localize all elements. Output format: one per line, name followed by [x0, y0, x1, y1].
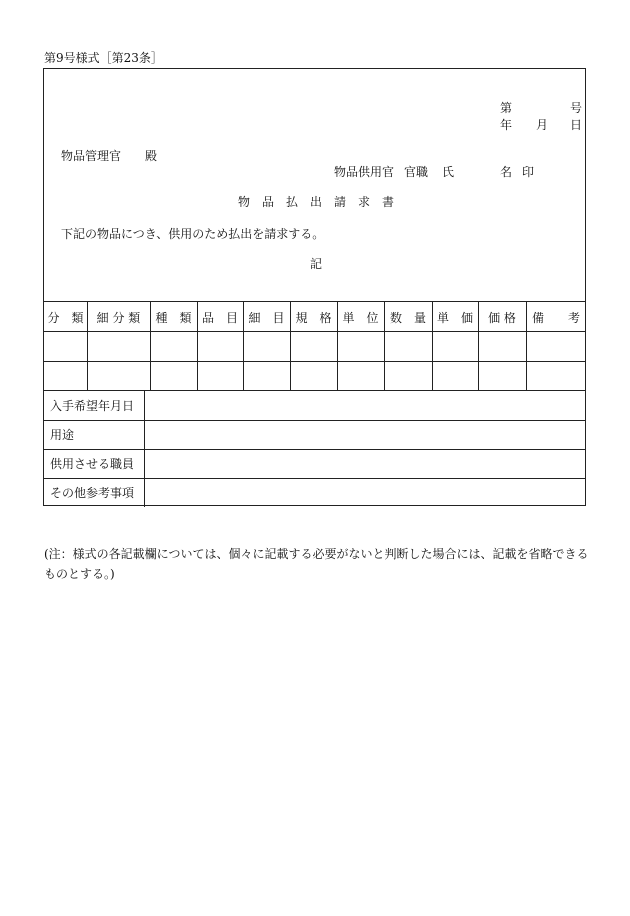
info-row-label: 用途	[50, 428, 75, 442]
column-header: 分 類	[47, 311, 84, 325]
column-header: 細 分 類	[96, 311, 141, 325]
date-day: 日	[570, 118, 583, 132]
number-suffix: 号	[570, 101, 583, 115]
info-row-label: その他参考事項	[50, 486, 135, 500]
requester-seal: 印	[522, 165, 535, 179]
info-row-border	[44, 478, 585, 479]
info-label-divider	[144, 390, 145, 507]
requester-surname: 氏	[442, 165, 455, 179]
date-year: 年	[500, 118, 513, 132]
table-bottom-border	[44, 390, 585, 391]
column-header: 数 量	[389, 311, 426, 325]
column-header: 品 目	[201, 311, 238, 325]
date-month: 月	[536, 118, 549, 132]
addressee: 物品管理官 殿	[61, 149, 158, 163]
column-header: 備 考	[531, 311, 580, 325]
note-line-2: ものとする。)	[44, 567, 115, 581]
body-text: 下記の物品につき、供用のため払出を請求する。	[61, 227, 325, 241]
ki-label: 記	[310, 257, 323, 271]
column-header: 価 格	[488, 311, 516, 325]
column-header: 単 価	[436, 311, 473, 325]
request-form-frame	[43, 68, 586, 506]
info-row-border	[44, 449, 585, 450]
table-row-border	[44, 361, 585, 362]
form-number-label: 第9号様式［第23条］	[44, 51, 163, 65]
column-header: 規 格	[295, 311, 332, 325]
number-prefix: 第	[500, 101, 513, 115]
table-top-border	[44, 301, 585, 302]
column-header: 細 目	[248, 311, 285, 325]
column-header: 種 類	[155, 311, 192, 325]
note-line-1: (注：様式の各記載欄については、個々に記載する必要がないと判断した場合には、記載を省略できる	[44, 547, 589, 561]
info-row-label: 供用させる職員	[50, 457, 135, 471]
requester-title: 物品供用官	[334, 165, 395, 179]
document-title: 物 品 払 出 請 求 書	[238, 195, 395, 209]
table-header-bottom-border	[44, 331, 585, 332]
requester-name: 名	[500, 165, 513, 179]
info-row-label: 入手希望年月日	[50, 399, 135, 413]
requester-office: 官職	[404, 165, 429, 179]
info-row-border	[44, 420, 585, 421]
column-header: 単 位	[342, 311, 379, 325]
